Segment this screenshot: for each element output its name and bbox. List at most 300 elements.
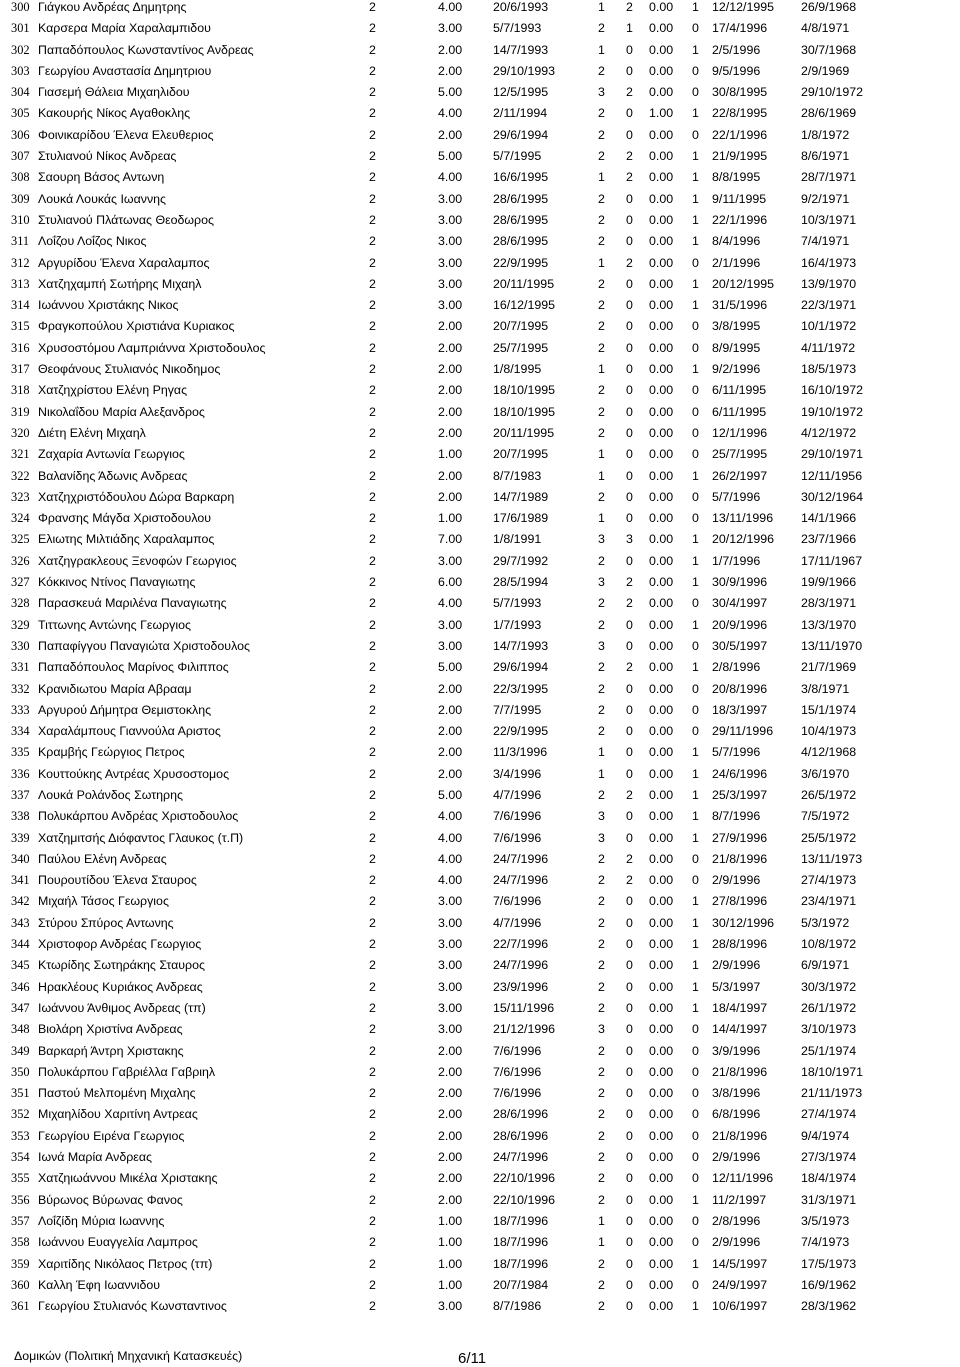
cell-count-a: 1 — [598, 1213, 605, 1228]
cell-category: 2 — [369, 1213, 376, 1228]
cell-count-b: 0 — [626, 319, 633, 334]
cell-row-number: 329 — [11, 617, 30, 632]
cell-count-b: 0 — [626, 63, 633, 78]
cell-row-number: 358 — [11, 1235, 30, 1250]
cell-appointment-date: 28/8/1996 — [712, 937, 768, 952]
table-row — [0, 85, 960, 106]
cell-application-date: 7/7/1995 — [493, 702, 542, 717]
cell-flag: 0 — [692, 1064, 699, 1079]
cell-category: 2 — [369, 191, 376, 206]
cell-count-b: 0 — [626, 617, 633, 632]
table-row — [0, 1086, 960, 1107]
cell-score: 1.00 — [438, 1213, 463, 1228]
cell-bonus: 0.00 — [649, 42, 674, 57]
cell-application-date: 22/7/1996 — [493, 937, 549, 952]
cell-application-date: 12/5/1995 — [493, 85, 549, 100]
cell-full-name: Χαραλάμπους Γιαννούλα Αριστος — [38, 724, 221, 739]
cell-flag: 0 — [692, 851, 699, 866]
cell-row-number: 302 — [11, 42, 30, 57]
cell-application-date: 15/11/1996 — [493, 1000, 555, 1015]
cell-full-name: Νικολαΐδου Μαρία Αλεξανδρος — [38, 404, 205, 419]
table-row — [0, 170, 960, 191]
cell-count-a: 2 — [598, 958, 605, 973]
cell-row-number: 321 — [11, 447, 30, 462]
cell-birth-date: 4/8/1971 — [801, 21, 850, 36]
cell-row-number: 342 — [11, 894, 30, 909]
cell-full-name: Στυλιανού Πλάτωνας Θεοδωρος — [38, 212, 214, 227]
cell-score: 1.00 — [438, 1277, 463, 1292]
cell-bonus: 0.00 — [649, 511, 674, 526]
cell-category: 2 — [369, 340, 376, 355]
cell-count-a: 2 — [598, 1086, 605, 1101]
cell-full-name: Γιασεμή Θάλεια Μιχαηλιδου — [38, 85, 190, 100]
cell-bonus: 0.00 — [649, 489, 674, 504]
cell-full-name: Χατζηιωάννου Μικέλα Χριστακης — [38, 1171, 218, 1186]
cell-bonus: 0.00 — [649, 1192, 674, 1207]
cell-flag: 0 — [692, 1107, 699, 1122]
cell-birth-date: 30/7/1968 — [801, 42, 857, 57]
cell-category: 2 — [369, 468, 376, 483]
cell-score: 2.00 — [438, 745, 463, 760]
cell-flag: 1 — [692, 149, 699, 164]
cell-full-name: Στύρου Σπύρος Αντωνης — [38, 915, 174, 930]
cell-count-b: 0 — [626, 1043, 633, 1058]
table-row — [0, 192, 960, 213]
cell-score: 3.00 — [438, 979, 463, 994]
cell-score: 2.00 — [438, 362, 463, 377]
cell-count-a: 2 — [598, 404, 605, 419]
cell-full-name: Πολυκάρπου Ανδρέας Χριστοδουλος — [38, 809, 239, 824]
cell-flag: 0 — [692, 85, 699, 100]
cell-flag: 1 — [692, 894, 699, 909]
footer-department: Δομικών (Πολιτική Μηχανική Κατασκευές) — [14, 1349, 243, 1363]
cell-count-b: 2 — [626, 596, 633, 611]
cell-count-a: 3 — [598, 532, 605, 547]
cell-full-name: Βιολάρη Χριστίνα Ανδρεας — [38, 1022, 183, 1037]
table-row — [0, 469, 960, 490]
cell-appointment-date: 21/8/1996 — [712, 1064, 768, 1079]
cell-flag: 1 — [692, 1000, 699, 1015]
cell-category: 2 — [369, 170, 376, 185]
cell-count-b: 2 — [626, 787, 633, 802]
cell-score: 3.00 — [438, 915, 463, 930]
cell-appointment-date: 3/9/1996 — [712, 1043, 761, 1058]
cell-appointment-date: 9/11/1995 — [712, 191, 767, 206]
cell-count-a: 2 — [598, 681, 605, 696]
cell-score: 2.00 — [438, 425, 463, 440]
cell-full-name: Παρασκευά Μαριλένα Παναγιωτης — [38, 596, 227, 611]
cell-row-number: 339 — [11, 830, 30, 845]
table-row — [0, 788, 960, 809]
cell-count-a: 2 — [598, 1064, 605, 1079]
cell-full-name: Ιωνά Μαρία Ανδρεας — [38, 1150, 152, 1165]
cell-bonus: 0.00 — [649, 958, 674, 973]
cell-count-a: 2 — [598, 319, 605, 334]
cell-application-date: 1/7/1993 — [493, 617, 542, 632]
cell-full-name: Γιάγκου Ανδρέας Δημητρης — [38, 0, 187, 14]
cell-count-b: 0 — [626, 1192, 633, 1207]
cell-score: 3.00 — [438, 553, 463, 568]
cell-birth-date: 4/12/1968 — [801, 745, 857, 760]
cell-appointment-date: 6/11/1995 — [712, 383, 767, 398]
cell-flag: 0 — [692, 404, 699, 419]
cell-full-name: Πουρουτίδου Έλενα Σταυρος — [38, 873, 197, 888]
cell-full-name: Καρσερα Μαρία Χαραλαμπιδου — [38, 21, 211, 36]
cell-flag: 1 — [692, 298, 699, 313]
table-row — [0, 809, 960, 830]
cell-category: 2 — [369, 319, 376, 334]
cell-application-date: 21/12/1996 — [493, 1022, 556, 1037]
cell-full-name: Γεωργίου Στυλιανός Κωνσταντινος — [38, 1299, 227, 1314]
cell-flag: 0 — [692, 724, 699, 739]
cell-row-number: 356 — [11, 1192, 30, 1207]
cell-row-number: 346 — [11, 979, 30, 994]
cell-appointment-date: 20/12/1995 — [712, 276, 775, 291]
cell-count-b: 0 — [626, 212, 633, 227]
cell-flag: 0 — [692, 1086, 699, 1101]
cell-full-name: Κακουρής Νίκος Αγαθοκλης — [38, 106, 191, 121]
cell-category: 2 — [369, 1107, 376, 1122]
cell-application-date: 5/7/1995 — [493, 149, 542, 164]
cell-bonus: 0.00 — [649, 1107, 674, 1122]
cell-bonus: 0.00 — [649, 383, 674, 398]
cell-category: 2 — [369, 702, 376, 717]
cell-full-name: Κραμβής Γεώργιος Πετρος — [38, 745, 185, 760]
cell-application-date: 20/11/1995 — [493, 276, 555, 291]
cell-count-b: 0 — [626, 468, 633, 483]
cell-count-a: 2 — [598, 787, 605, 802]
cell-row-number: 361 — [11, 1299, 30, 1314]
cell-category: 2 — [369, 255, 376, 270]
cell-birth-date: 13/9/1970 — [801, 276, 857, 291]
cell-category: 2 — [369, 617, 376, 632]
cell-appointment-date: 24/6/1996 — [712, 766, 768, 781]
cell-category: 2 — [369, 1000, 376, 1015]
cell-appointment-date: 14/4/1997 — [712, 1022, 768, 1037]
cell-score: 2.00 — [438, 1107, 463, 1122]
cell-flag: 1 — [692, 532, 699, 547]
cell-score: 3.00 — [438, 638, 463, 653]
cell-score: 4.00 — [438, 596, 463, 611]
table-row — [0, 1129, 960, 1150]
cell-row-number: 317 — [11, 362, 30, 377]
cell-score: 2.00 — [438, 1171, 463, 1186]
cell-row-number: 301 — [11, 21, 30, 36]
table-row — [0, 256, 960, 277]
cell-full-name: Χρυσοστόμου Λαμπριάννα Χριστοδουλος — [38, 340, 266, 355]
table-row — [0, 341, 960, 362]
cell-bonus: 0.00 — [649, 596, 674, 611]
cell-appointment-date: 18/4/1997 — [712, 1000, 768, 1015]
cell-birth-date: 28/3/1962 — [801, 1299, 857, 1314]
cell-birth-date: 3/5/1973 — [801, 1213, 850, 1228]
table-row — [0, 660, 960, 681]
cell-birth-date: 13/11/1970 — [801, 638, 863, 653]
cell-score: 1.00 — [438, 447, 463, 462]
cell-birth-date: 27/4/1973 — [801, 873, 857, 888]
cell-flag: 1 — [692, 937, 699, 952]
cell-score: 5.00 — [438, 660, 463, 675]
cell-full-name: Αργυρίδου Έλενα Χαραλαμπος — [38, 255, 210, 270]
cell-bonus: 0.00 — [649, 830, 674, 845]
cell-flag: 1 — [692, 660, 699, 675]
cell-count-a: 3 — [598, 830, 605, 845]
cell-flag: 0 — [692, 596, 699, 611]
table-row — [0, 618, 960, 639]
cell-count-b: 0 — [626, 1277, 633, 1292]
cell-birth-date: 10/4/1973 — [801, 724, 857, 739]
cell-application-date: 22/9/1995 — [493, 724, 549, 739]
cell-count-b: 0 — [626, 1150, 633, 1165]
cell-count-a: 2 — [598, 617, 605, 632]
cell-score: 3.00 — [438, 191, 463, 206]
cell-count-b: 2 — [626, 873, 633, 888]
table-row — [0, 383, 960, 404]
cell-count-a: 2 — [598, 1192, 605, 1207]
cell-score: 2.00 — [438, 1064, 463, 1079]
cell-appointment-date: 31/5/1996 — [712, 298, 768, 313]
cell-application-date: 1/8/1995 — [493, 362, 542, 377]
cell-count-b: 2 — [626, 0, 633, 14]
cell-appointment-date: 2/9/1996 — [712, 1235, 761, 1250]
cell-birth-date: 28/7/1971 — [801, 170, 857, 185]
cell-birth-date: 14/1/1966 — [801, 511, 857, 526]
cell-score: 5.00 — [438, 85, 463, 100]
cell-full-name: Ιωάννου Χριστάκης Νικος — [38, 298, 179, 313]
table-row — [0, 1044, 960, 1065]
cell-birth-date: 19/9/1966 — [801, 575, 857, 590]
cell-application-date: 28/6/1996 — [493, 1107, 549, 1122]
cell-application-date: 7/6/1996 — [493, 830, 542, 845]
cell-bonus: 0.00 — [649, 851, 674, 866]
cell-application-date: 22/10/1996 — [493, 1171, 556, 1186]
cell-full-name: Παύλου Ελένη Ανδρεας — [38, 851, 167, 866]
cell-row-number: 359 — [11, 1256, 30, 1271]
cell-birth-date: 18/5/1973 — [801, 362, 857, 377]
cell-bonus: 0.00 — [649, 1213, 674, 1228]
cell-flag: 0 — [692, 127, 699, 142]
cell-flag: 1 — [692, 362, 699, 377]
cell-category: 2 — [369, 1277, 376, 1292]
cell-application-date: 20/7/1995 — [493, 319, 549, 334]
cell-birth-date: 21/11/1973 — [801, 1086, 863, 1101]
cell-flag: 1 — [692, 1256, 699, 1271]
cell-score: 3.00 — [438, 1000, 463, 1015]
cell-flag: 1 — [692, 106, 699, 121]
cell-bonus: 0.00 — [649, 1128, 674, 1143]
cell-flag: 1 — [692, 745, 699, 760]
cell-application-date: 3/4/1996 — [493, 766, 542, 781]
cell-bonus: 0.00 — [649, 638, 674, 653]
cell-application-date: 24/7/1996 — [493, 1150, 549, 1165]
cell-score: 2.00 — [438, 489, 463, 504]
cell-score: 3.00 — [438, 276, 463, 291]
cell-birth-date: 30/12/1964 — [801, 489, 864, 504]
cell-score: 2.00 — [438, 42, 463, 57]
cell-category: 2 — [369, 276, 376, 291]
cell-application-date: 14/7/1993 — [493, 638, 549, 653]
cell-application-date: 28/6/1996 — [493, 1128, 549, 1143]
cell-row-number: 303 — [11, 63, 30, 78]
table-row — [0, 1257, 960, 1278]
cell-full-name: Βύρωνος Βύρωνας Φανος — [38, 1192, 183, 1207]
table-row — [0, 1150, 960, 1171]
cell-bonus: 0.00 — [649, 915, 674, 930]
cell-bonus: 0.00 — [649, 681, 674, 696]
table-row — [0, 511, 960, 532]
cell-score: 3.00 — [438, 234, 463, 249]
cell-appointment-date: 5/7/1996 — [712, 489, 761, 504]
cell-application-date: 23/9/1996 — [493, 979, 549, 994]
cell-score: 3.00 — [438, 255, 463, 270]
cell-bonus: 0.00 — [649, 660, 674, 675]
cell-birth-date: 7/4/1971 — [801, 234, 850, 249]
cell-row-number: 340 — [11, 851, 30, 866]
cell-score: 2.00 — [438, 404, 463, 419]
cell-count-a: 2 — [598, 1299, 605, 1314]
cell-row-number: 325 — [11, 532, 30, 547]
cell-bonus: 0.00 — [649, 191, 674, 206]
cell-bonus: 0.00 — [649, 404, 674, 419]
table-row — [0, 405, 960, 426]
cell-category: 2 — [369, 724, 376, 739]
cell-bonus: 0.00 — [649, 170, 674, 185]
cell-category: 2 — [369, 447, 376, 462]
cell-score: 2.00 — [438, 702, 463, 717]
cell-appointment-date: 2/8/1996 — [712, 660, 761, 675]
cell-application-date: 25/7/1995 — [493, 340, 549, 355]
cell-appointment-date: 2/1/1996 — [712, 255, 761, 270]
cell-appointment-date: 20/12/1996 — [712, 532, 775, 547]
cell-count-a: 1 — [598, 447, 605, 462]
cell-appointment-date: 30/12/1996 — [712, 915, 775, 930]
cell-application-date: 17/6/1989 — [493, 511, 549, 526]
cell-score: 3.00 — [438, 617, 463, 632]
cell-category: 2 — [369, 958, 376, 973]
cell-score: 2.00 — [438, 1192, 463, 1207]
cell-bonus: 0.00 — [649, 766, 674, 781]
cell-flag: 0 — [692, 63, 699, 78]
cell-count-b: 0 — [626, 127, 633, 142]
cell-full-name: Παστού Μελπομένη Μιχαλης — [38, 1086, 196, 1101]
cell-count-b: 1 — [626, 21, 633, 36]
cell-row-number: 319 — [11, 404, 30, 419]
cell-bonus: 0.00 — [649, 724, 674, 739]
cell-full-name: Χατζηχαμπή Σωτήρης Μιχαηλ — [38, 276, 202, 291]
cell-count-b: 0 — [626, 191, 633, 206]
cell-flag: 1 — [692, 468, 699, 483]
cell-appointment-date: 1/7/1996 — [712, 553, 761, 568]
cell-category: 2 — [369, 915, 376, 930]
cell-count-a: 2 — [598, 212, 605, 227]
cell-flag: 1 — [692, 1192, 699, 1207]
cell-bonus: 0.00 — [649, 937, 674, 952]
cell-count-b: 0 — [626, 915, 633, 930]
cell-count-a: 2 — [598, 979, 605, 994]
table-row — [0, 21, 960, 42]
cell-appointment-date: 2/8/1996 — [712, 1213, 761, 1228]
cell-count-a: 3 — [598, 575, 605, 590]
cell-category: 2 — [369, 1256, 376, 1271]
cell-birth-date: 13/11/1973 — [801, 851, 863, 866]
cell-flag: 0 — [692, 511, 699, 526]
cell-flag: 0 — [692, 319, 699, 334]
cell-birth-date: 4/12/1972 — [801, 425, 857, 440]
table-row — [0, 937, 960, 958]
cell-application-date: 20/11/1995 — [493, 425, 555, 440]
cell-count-b: 0 — [626, 1299, 633, 1314]
cell-category: 2 — [369, 1235, 376, 1250]
cell-application-date: 11/3/1996 — [493, 745, 548, 760]
cell-row-number: 328 — [11, 596, 30, 611]
cell-row-number: 318 — [11, 383, 30, 398]
cell-count-a: 2 — [598, 63, 605, 78]
cell-count-b: 0 — [626, 553, 633, 568]
cell-category: 2 — [369, 979, 376, 994]
cell-bonus: 0.00 — [649, 745, 674, 760]
cell-score: 3.00 — [438, 958, 463, 973]
cell-flag: 1 — [692, 575, 699, 590]
cell-row-number: 347 — [11, 1000, 30, 1015]
cell-count-b: 2 — [626, 575, 633, 590]
cell-full-name: Σαουρη Βάσος Αντωνη — [38, 170, 165, 185]
cell-bonus: 0.00 — [649, 894, 674, 909]
cell-birth-date: 2/9/1969 — [801, 63, 850, 78]
cell-category: 2 — [369, 1192, 376, 1207]
cell-row-number: 308 — [11, 170, 30, 185]
cell-score: 5.00 — [438, 149, 463, 164]
cell-score: 4.00 — [438, 170, 463, 185]
cell-count-a: 1 — [598, 255, 605, 270]
cell-appointment-date: 3/8/1996 — [712, 1086, 761, 1101]
cell-row-number: 334 — [11, 724, 30, 739]
cell-birth-date: 16/4/1973 — [801, 255, 857, 270]
cell-birth-date: 30/3/1972 — [801, 979, 857, 994]
cell-bonus: 0.00 — [649, 1235, 674, 1250]
cell-birth-date: 12/11/1956 — [801, 468, 863, 483]
cell-bonus: 0.00 — [649, 212, 674, 227]
table-row — [0, 1065, 960, 1086]
cell-score: 4.00 — [438, 851, 463, 866]
cell-bonus: 1.00 — [649, 106, 674, 121]
cell-appointment-date: 9/2/1996 — [712, 362, 761, 377]
cell-category: 2 — [369, 681, 376, 696]
cell-flag: 0 — [692, 702, 699, 717]
cell-application-date: 29/10/1993 — [493, 63, 556, 78]
cell-birth-date: 27/4/1974 — [801, 1107, 857, 1122]
cell-category: 2 — [369, 1022, 376, 1037]
cell-bonus: 0.00 — [649, 276, 674, 291]
cell-flag: 1 — [692, 276, 699, 291]
cell-appointment-date: 9/5/1996 — [712, 63, 761, 78]
cell-application-date: 5/7/1993 — [493, 21, 542, 36]
cell-bonus: 0.00 — [649, 617, 674, 632]
cell-flag: 1 — [692, 42, 699, 57]
cell-bonus: 0.00 — [649, 425, 674, 440]
cell-bonus: 0.00 — [649, 0, 674, 14]
cell-appointment-date: 3/8/1995 — [712, 319, 761, 334]
cell-count-b: 0 — [626, 1022, 633, 1037]
cell-flag: 1 — [692, 234, 699, 249]
cell-bonus: 0.00 — [649, 1277, 674, 1292]
cell-count-b: 0 — [626, 830, 633, 845]
cell-full-name: Χατζηγρακλεους Ξενοφών Γεωργιος — [38, 553, 237, 568]
table-row — [0, 554, 960, 575]
table-row — [0, 0, 960, 21]
cell-row-number: 305 — [11, 106, 30, 121]
cell-category: 2 — [369, 894, 376, 909]
cell-row-number: 338 — [11, 809, 30, 824]
